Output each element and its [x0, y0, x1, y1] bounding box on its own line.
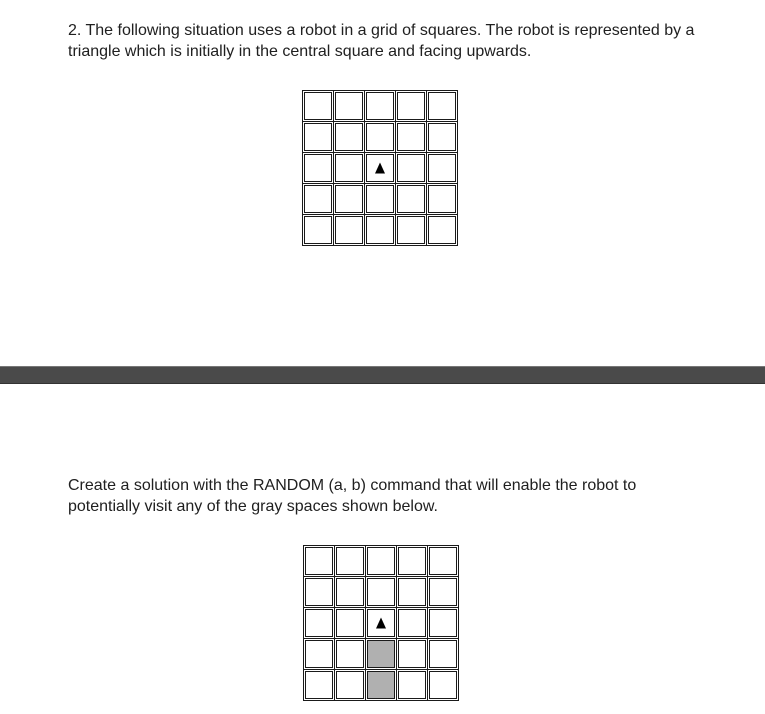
- grid-cell: [366, 577, 396, 607]
- grid-cell: [428, 670, 458, 700]
- robot-triangle-icon: [375, 163, 385, 174]
- grid-cell: [396, 91, 426, 121]
- grid-cell: [303, 153, 333, 183]
- grid-cell: [396, 122, 426, 152]
- grid-cell: [335, 639, 365, 669]
- grid-cell: [428, 639, 458, 669]
- grid-cell: [304, 546, 334, 576]
- task-text: Create a solution with the RANDOM (a, b) command that will enable the robot to potentially visit any of the gray spaces shown below.: [68, 477, 637, 515]
- grid-cell: [366, 608, 396, 638]
- grid-cell: [397, 608, 427, 638]
- grid-cell: [427, 215, 457, 245]
- grid-cell: [334, 153, 364, 183]
- grid-cell: [304, 577, 334, 607]
- grid-cell: [303, 215, 333, 245]
- page-divider-bar: [0, 366, 765, 384]
- grid-cell: [365, 122, 395, 152]
- grid-cell: [427, 122, 457, 152]
- grid-cell: [427, 184, 457, 214]
- grid-cell: [397, 577, 427, 607]
- grid-cell-gray: [366, 639, 396, 669]
- grid-cell: [335, 577, 365, 607]
- question-text: 2. The following situation uses a robot in a grid of squares. The robot is represented by a triangle which is initially in the central square and facing upwards.: [68, 22, 695, 60]
- grid-cell: [304, 670, 334, 700]
- grid-cell: [427, 153, 457, 183]
- grid-cell: [397, 670, 427, 700]
- grid-cell: [396, 184, 426, 214]
- grid-cell: [304, 639, 334, 669]
- grid-cell: [303, 91, 333, 121]
- grid-cell: [334, 184, 364, 214]
- robot-grid-gray-spaces: [303, 545, 459, 701]
- grid-cell: [365, 153, 395, 183]
- robot-triangle-icon: [376, 618, 386, 629]
- grid-cell: [397, 546, 427, 576]
- grid-cell: [365, 91, 395, 121]
- grid-cell: [335, 546, 365, 576]
- grid-cell: [334, 91, 364, 121]
- grid-cell: [396, 215, 426, 245]
- grid-cell: [303, 122, 333, 152]
- grid-cell: [428, 546, 458, 576]
- grid-cell: [365, 184, 395, 214]
- grid-cell: [365, 215, 395, 245]
- grid-cell: [334, 122, 364, 152]
- grid-cell: [427, 91, 457, 121]
- grid-cell: [397, 639, 427, 669]
- grid-cell: [303, 184, 333, 214]
- grid-cell: [396, 153, 426, 183]
- grid-cell: [428, 577, 458, 607]
- grid-cell: [428, 608, 458, 638]
- grid-cell: [335, 608, 365, 638]
- robot-grid-initial: [302, 90, 458, 246]
- grid-cell: [304, 608, 334, 638]
- grid-cell: [334, 215, 364, 245]
- grid-cell: [366, 546, 396, 576]
- grid-cell: [335, 670, 365, 700]
- grid-cell-gray: [366, 670, 396, 700]
